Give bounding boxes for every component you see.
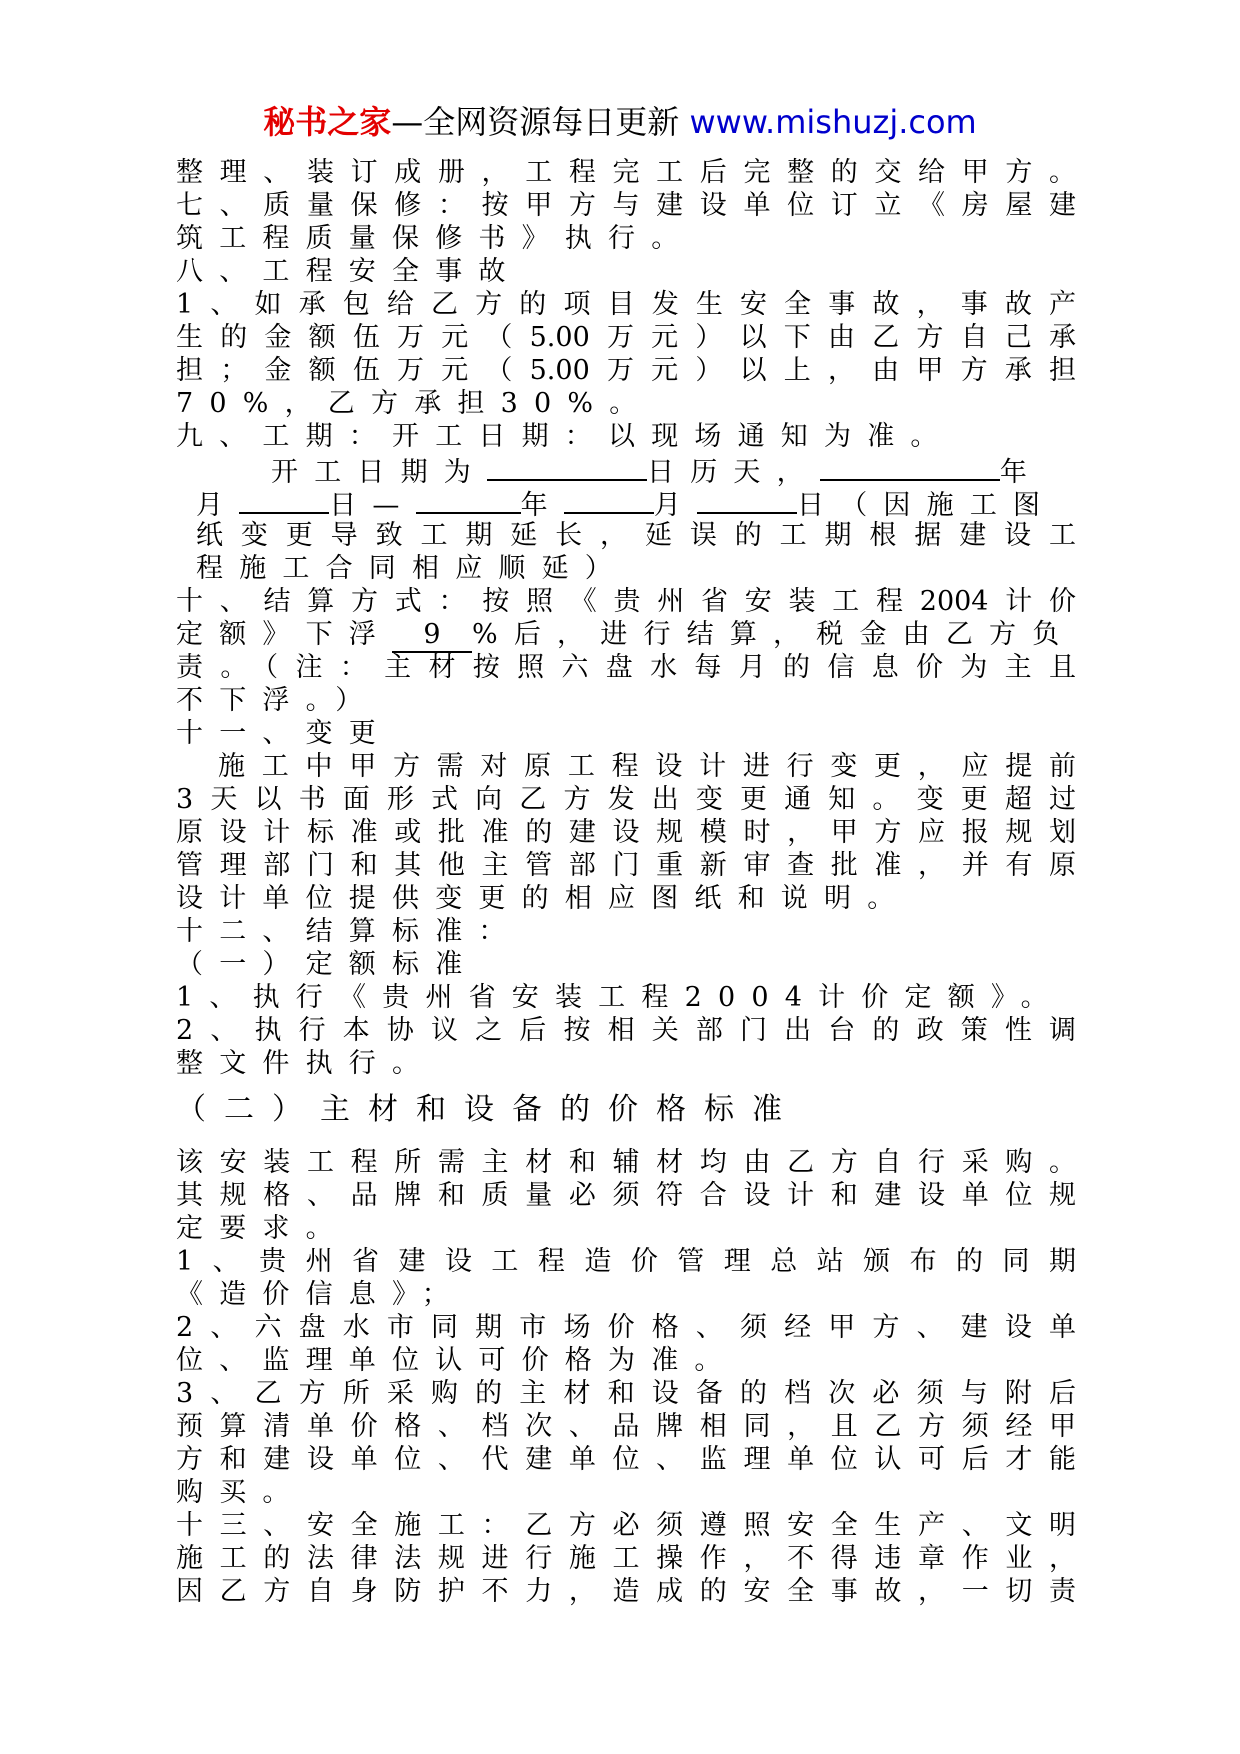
header-tagline: —全网资源每日更新 (391, 103, 680, 141)
text-fragment: 开工日期为 (271, 457, 487, 488)
text-fragment: 日（因施工图 (797, 490, 1057, 521)
text-line: 十三、安全施工：乙方必须遵照安全生产、文明 (176, 1510, 1076, 1541)
text-line: 原设计标准或批准的建设规模时，甲方应报规划 (176, 817, 1076, 848)
text-line: 预算清单价格、档次、品牌相同，且乙方须经甲 (176, 1411, 1076, 1442)
text-line: 管理部门和其他主管部门重新审查批准，并有原 (176, 850, 1076, 881)
subsection-heading: （二）主材和设备的价格标准 (176, 1092, 800, 1127)
text-line: 程施工合同相应顺延） (196, 553, 628, 584)
text-fragment: 定额》下浮 (176, 619, 392, 650)
text-line: 1、执行《贵州省安装工程2004计价定额》。 (176, 982, 1064, 1013)
blank-field[interactable] (487, 453, 647, 481)
text-fragment: 月 (653, 490, 698, 521)
text-fragment: 日历天， (647, 457, 820, 488)
fill-in-line (176, 453, 1076, 486)
text-line: 整文件执行。 (176, 1048, 436, 1079)
text-line: 施工的法律法规进行施工操作，不得违章作业， (176, 1543, 1076, 1574)
text-line: 七、质量保修：按甲方与建设单位订立《房屋建 (176, 190, 1076, 221)
site-header (0, 102, 1240, 142)
text-line: 筑工程质量保修书》执行。 (176, 223, 695, 254)
text-line: 位、监理单位认可价格为准。 (176, 1345, 738, 1376)
text-line: 不下浮。） (176, 685, 379, 716)
blank-field[interactable] (697, 486, 797, 514)
text-line: 生的金额伍万元（5.00万元）以下由乙方自己承 (176, 322, 1076, 353)
section-heading: 十一、变更 (176, 718, 392, 749)
text-line: 3天以书面形式向乙方发出变更通知。变更超过 (176, 784, 1076, 815)
text-line: 2、执行本协议之后按相关部门出台的政策性调 (176, 1015, 1076, 1046)
blank-field[interactable] (564, 486, 654, 514)
text-line: 整理、装订成册，工程完工后完整的交给甲方。 (176, 157, 1076, 188)
text-line: 因乙方自身防护不力，造成的安全事故，一切责 (176, 1576, 1076, 1607)
text-line: 九、工期：开工日期：以现场通知为准。 (176, 421, 954, 452)
text-line: 设计单位提供变更的相应图纸和说明。 (176, 883, 911, 914)
text-fragment: 年 (520, 490, 564, 521)
discount-value[interactable]: 9 (392, 618, 472, 653)
text-line: 方和建设单位、代建单位、监理单位认可后才能 (176, 1444, 1076, 1475)
text-line: 1、如承包给乙方的项目发生安全事故，事故产 (176, 289, 1076, 320)
section-heading: 八、工程安全事故 (176, 256, 522, 287)
text-line: 纸变更导致工期延长，延误的工期根据建设工 (196, 520, 1076, 551)
text-line: 2、六盘水市同期市场价格、须经甲方、建设单 (176, 1312, 1076, 1343)
site-url[interactable]: www.mishuzj.com (689, 103, 977, 141)
text-line: 担；金额伍万元（5.00万元）以上，由甲方承担 (176, 355, 1076, 386)
text-line: 该安装工程所需主材和辅材均由乙方自行采购。 (176, 1147, 1076, 1178)
text-line: 70%，乙方承担30%。 (176, 388, 653, 419)
text-fragment: %后，进行结算，税金由乙方负 (472, 619, 1076, 650)
text-line: 1、贵州省建设工程造价管理总站颁布的同期 (176, 1246, 1076, 1277)
brand-name: 秘书之家 (263, 103, 392, 141)
blank-field[interactable] (416, 486, 521, 514)
blank-field[interactable] (820, 453, 1000, 481)
text-line: 定要求。 (176, 1213, 349, 1244)
text-line: 其规格、品牌和质量必须符合设计和建设单位规 (176, 1180, 1076, 1211)
fill-in-line (176, 486, 1076, 519)
text-line: 责。（注：主材按照六盘水每月的信息价为主且 (176, 652, 1076, 683)
subsection-heading: （一）定额标准 (176, 949, 479, 980)
section-heading: 十二、结算标准： (176, 916, 522, 947)
text-line: 十、结算方式：按照《贵州省安装工程2004计价 (176, 586, 1076, 617)
text-line: 施工中甲方需对原工程设计进行变更，应提前 (218, 751, 1076, 782)
text-line: 购买。 (176, 1477, 306, 1508)
blank-field[interactable] (239, 486, 329, 514)
text-line: 《造价信息》； (176, 1279, 465, 1310)
text-fragment: 日— (329, 490, 416, 521)
text-line: 3、乙方所采购的主材和设备的档次必须与附后 (176, 1378, 1076, 1409)
fill-in-line (176, 618, 1076, 651)
text-fragment: 年 (999, 457, 1044, 488)
text-fragment: 月 (196, 490, 240, 521)
